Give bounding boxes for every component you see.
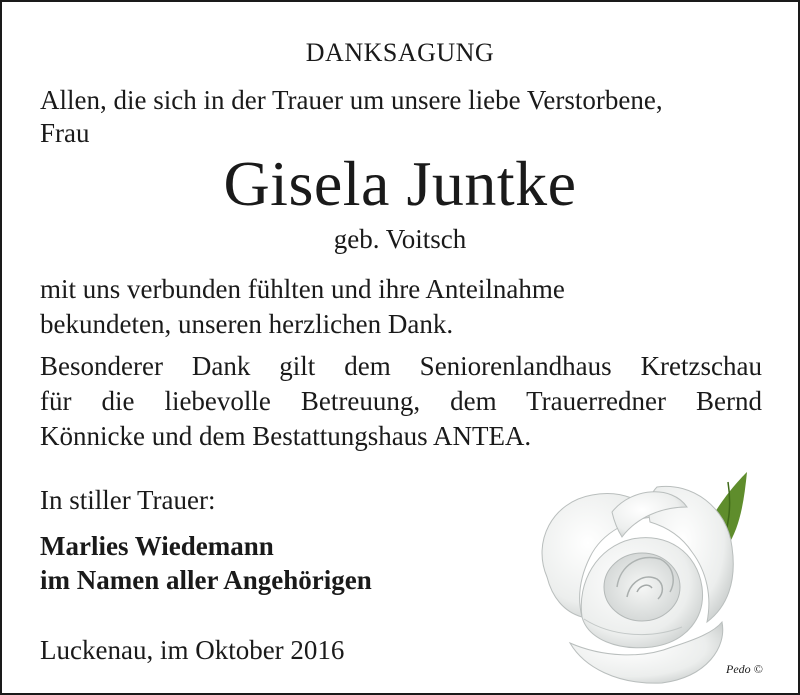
mourning-label: In stiller Trauer: [40, 485, 216, 515]
intro-line-2: Frau [40, 118, 90, 148]
image-credit: Pedo © [726, 662, 763, 676]
white-rose-image [522, 447, 772, 687]
thanks-line-2: bekundeten, unseren herzlichen Dank. [40, 309, 454, 339]
intro-line-1: Allen, die sich in der Trauer um unsere liebe Verstorbene, [40, 85, 663, 115]
special-thanks-line-1: Besonderer Dank gilt dem Seniorenlandhaus Kretzschau [40, 351, 762, 381]
deceased-name: Gisela Juntke [223, 148, 577, 219]
special-thanks-line-2: für die liebevolle Betreuung, dem Trauerredner Bernd [40, 386, 762, 416]
signer-name: Marlies Wiedemann [40, 531, 274, 561]
maiden-name: geb. Voitsch [333, 224, 467, 254]
signer-note: im Namen aller Angehörigen [40, 565, 372, 595]
place-date: Luckenau, im Oktober 2016 [40, 635, 345, 665]
thanks-line-1: mit uns verbunden fühlten und ihre Anteilnahme [40, 274, 565, 304]
heading: DANKSAGUNG [305, 38, 495, 67]
special-thanks-line-3: Könnicke und dem Bestattungshaus ANTEA. [40, 421, 532, 451]
